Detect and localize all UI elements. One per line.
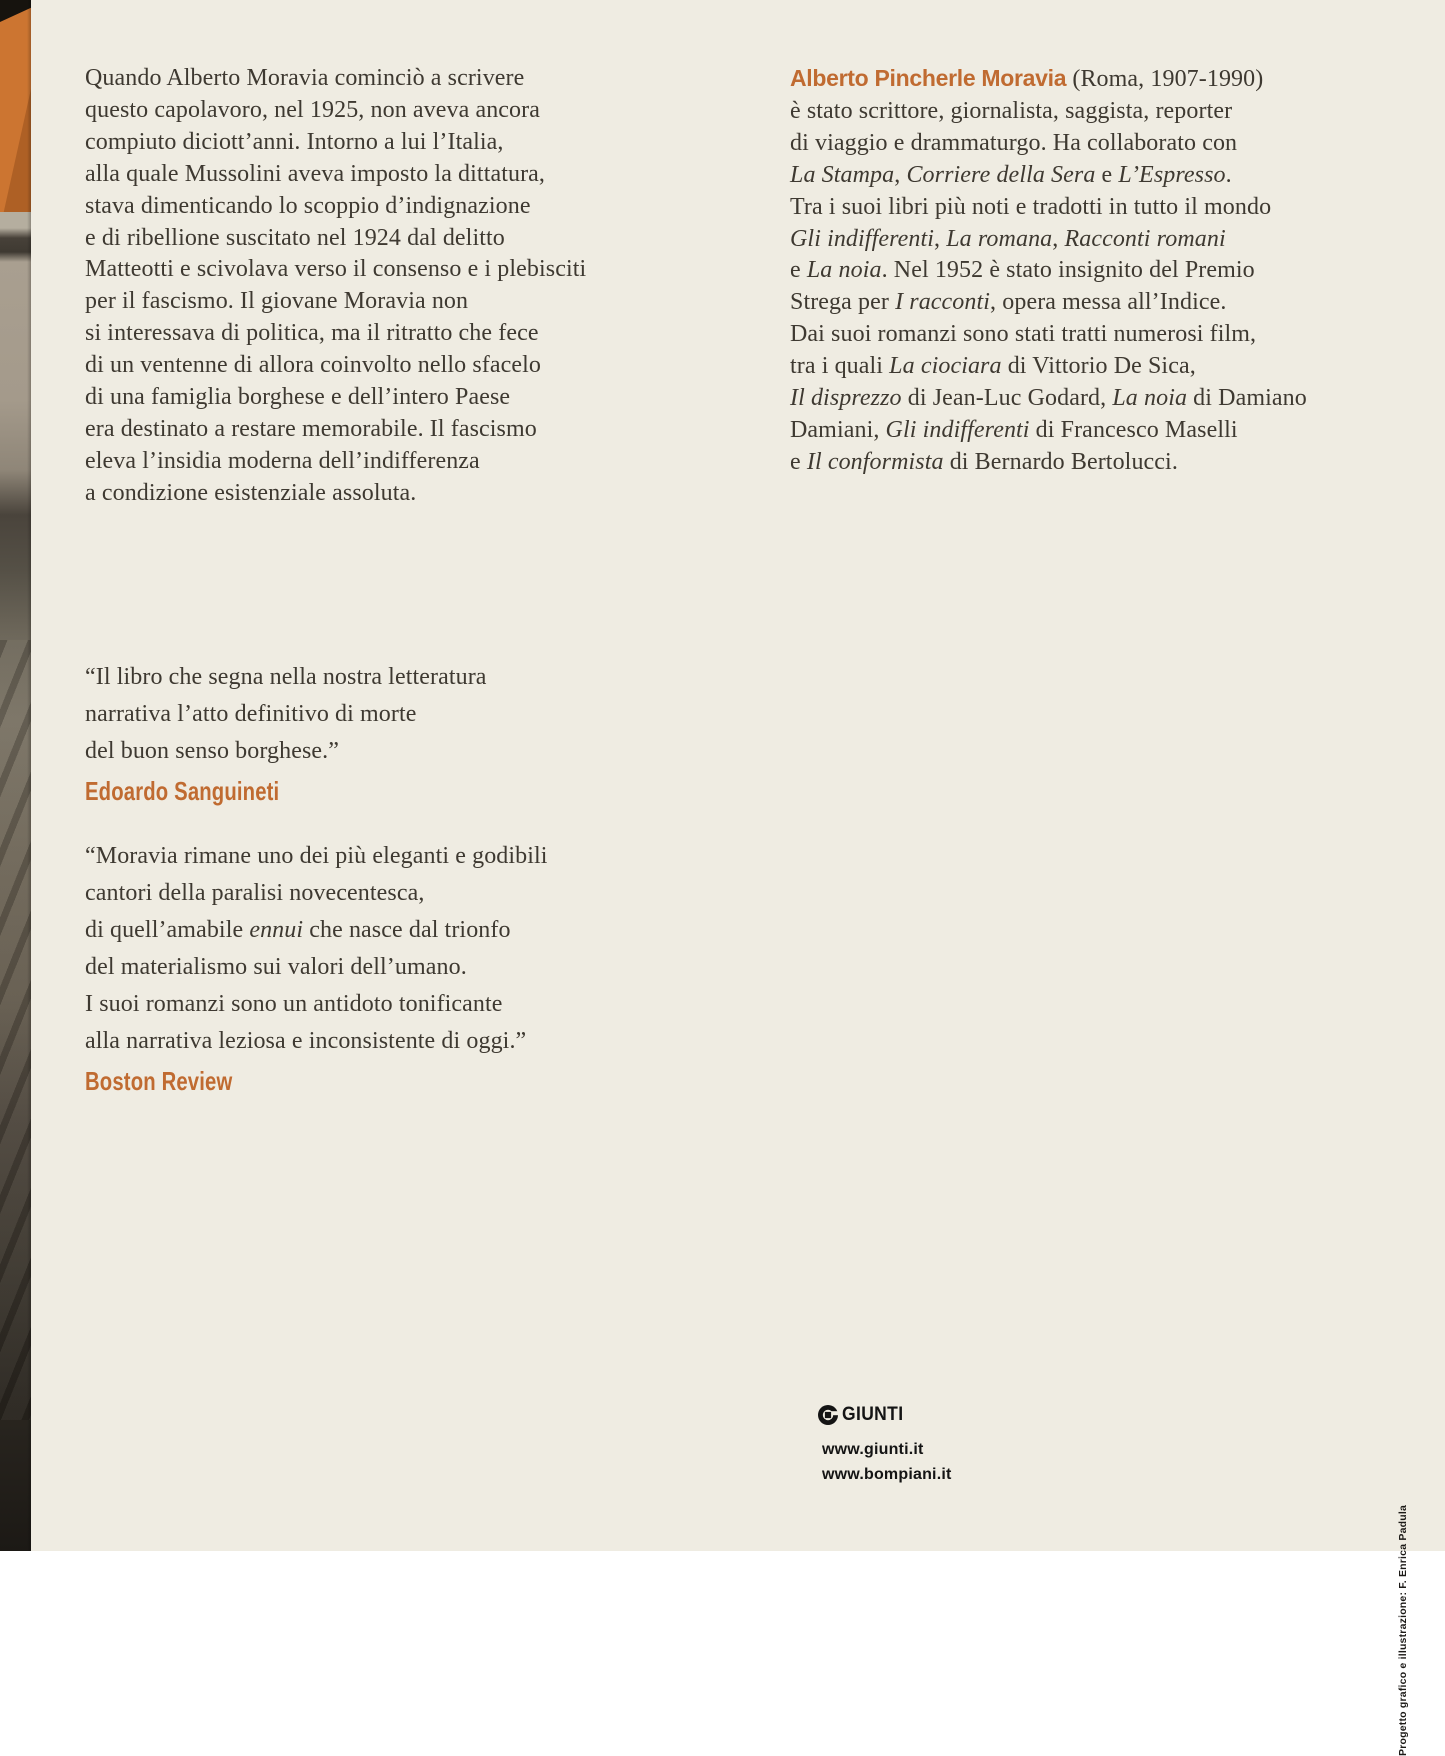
publisher-urls [822, 1437, 952, 1487]
text-line: di viaggio e drammaturgo. Ha collaborato con [790, 129, 1238, 156]
text-line: è stato scrittore, giornalista, saggista, reporter [790, 97, 1233, 124]
synopsis-paragraph [85, 63, 725, 510]
review-quote-boston [85, 838, 725, 1096]
text-line: e di ribellione suscitato nel 1924 dal delitto [85, 224, 505, 251]
publisher-name: GIUNTI [842, 1404, 904, 1425]
text-line: Damiani, Gli indifferenti di Francesco Maselli [790, 416, 1238, 443]
text-line: Gli indifferenti, La romana, Racconti romani [790, 225, 1226, 252]
review-attribution-sanguineti: Edoardo Sanguineti [85, 776, 280, 806]
text-line: Dai suoi romanzi sono stati tratti numerosi film, [790, 321, 1257, 348]
text-line: compiuto diciott’anni. Intorno a lui l’Italia, [85, 128, 504, 155]
text-line: La Stampa, Corriere della Sera e L’Espresso. [790, 161, 1232, 188]
text-line: Matteotti e scivolava verso il consenso e i plebisciti [85, 256, 587, 283]
text-line: era destinato a restare memorabile. Il fascismo [85, 415, 537, 442]
text-line: Alberto Pincherle Moravia (Roma, 1907-1990) [790, 65, 1264, 92]
text-line: cantori della paralisi novecentesca, [85, 880, 425, 906]
giunti-logo-icon [818, 1405, 838, 1425]
text-line: e Il conformista di Bernardo Bertolucci. [790, 448, 1178, 475]
text-line: stava dimenticando lo scoppio d’indignazione [85, 192, 531, 219]
text-line: alla narrativa leziosa e inconsistente di oggi.” [85, 1028, 527, 1054]
review-quote-sanguineti-text [85, 659, 725, 770]
text-line: del buon senso borghese.” [85, 738, 340, 764]
text-line: Strega per I racconti, opera messa all’Indice. [790, 289, 1227, 316]
text-line: alla quale Mussolini aveva imposto la dittatura, [85, 160, 546, 187]
text-line: di quell’amabile ennui che nasce dal trionfo [85, 917, 511, 943]
publisher-brand [818, 1404, 909, 1426]
bompiani-url: www.bompiani.it [822, 1466, 952, 1483]
giunti-url: www.giunti.it [822, 1441, 924, 1458]
text-line: di una famiglia borghese e dell’intero Paese [85, 384, 511, 411]
text-line: Quando Alberto Moravia cominciò a scrivere [85, 65, 525, 91]
text-line: tra i quali La ciociara di Vittorio De Sica, [790, 353, 1196, 380]
text-line: a condizione esistenziale assoluta. [85, 479, 417, 506]
review-quote-sanguineti [85, 659, 725, 806]
design-credit: Progetto grafico e illustrazione: F. Enrica Padula [1397, 1505, 1409, 1756]
review-attribution-boston: Boston Review [85, 1066, 233, 1096]
review-quote-boston-text [85, 838, 725, 1060]
text-line: I suoi romanzi sono un antidoto tonificante [85, 991, 503, 1017]
text-line: e La noia. Nel 1952 è stato insignito del Premio [790, 257, 1255, 284]
text-line: per il fascismo. Il giovane Moravia non [85, 288, 469, 315]
text-line: del materialismo sui valori dell’umano. [85, 954, 467, 980]
text-line: eleva l’insidia moderna dell’indifferenza [85, 447, 480, 474]
text-line: “Moravia rimane uno dei più eleganti e godibili [85, 843, 548, 869]
text-line: narrativa l’atto definitivo di morte [85, 701, 417, 727]
author-bio [790, 63, 1415, 479]
text-line: si interessava di politica, ma il ritratto che fece [85, 320, 539, 347]
text-line: Il disprezzo di Jean-Luc Godard, La noia di Damiano [790, 385, 1307, 412]
text-line: di un ventenne di allora coinvolto nello sfacelo [85, 352, 541, 379]
text-line: Tra i suoi libri più noti e tradotti in tutto il mondo [790, 193, 1272, 220]
text-line: questo capolavoro, nel 1925, non aveva ancora [85, 96, 541, 123]
spine-fold-shadow [27, 0, 31, 1551]
text-line: “Il libro che segna nella nostra letteratura [85, 664, 487, 690]
cover-spine-strip [0, 0, 31, 1551]
